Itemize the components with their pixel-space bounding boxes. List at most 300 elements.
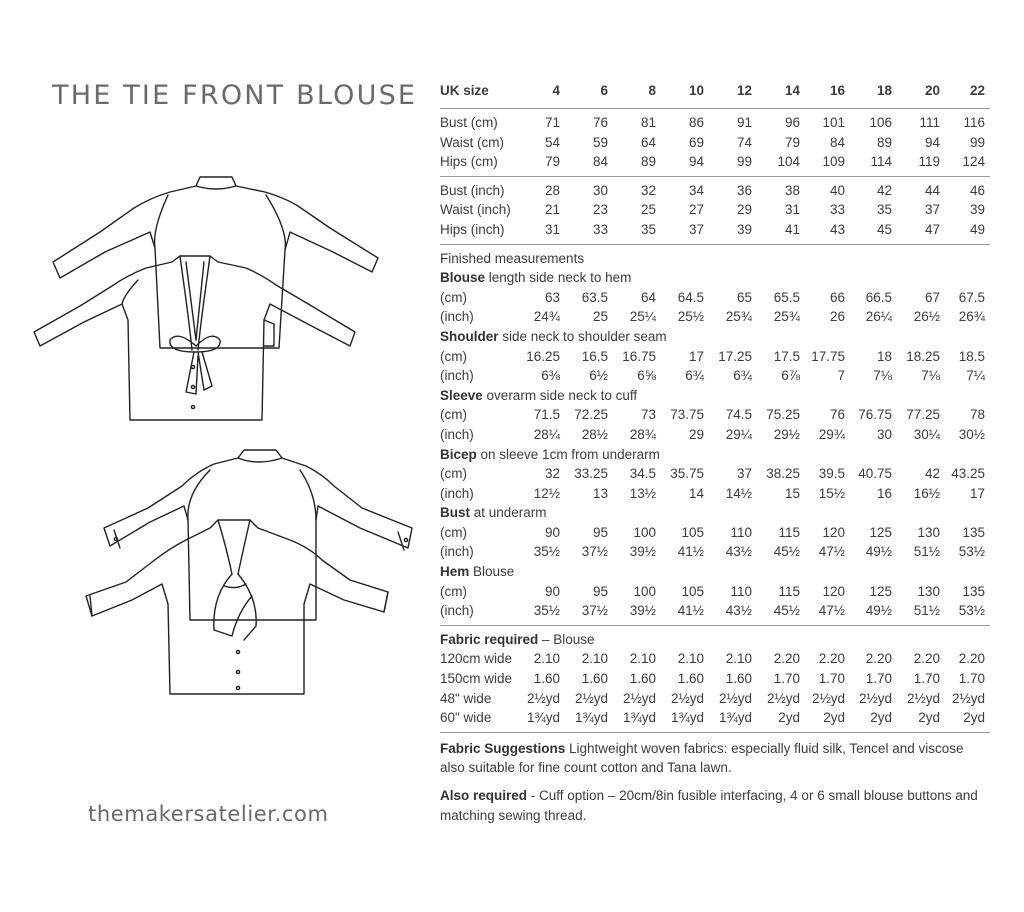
cell-value: 2½yd [622,690,656,706]
body-cm-row [440,113,990,133]
cell-value: 86 [688,115,704,130]
section-subtitle: on sleeve 1cm from underarm [476,446,660,462]
cell-value: 66.5 [865,289,892,305]
cell-value: 100 [633,524,656,540]
cell-value: 94 [688,154,704,170]
cell-value: 13½ [629,485,656,501]
row-label: 48" wide [440,690,492,706]
row-label: (cm) [440,524,467,540]
fabric-row [440,689,990,709]
measurement-group-title [440,503,990,523]
cell-value: 2½yd [951,690,985,706]
cell-value: 39 [736,221,752,237]
row-label: Bust (cm) [440,115,498,130]
cell-value: 25½ [677,309,704,325]
cell-value: 2.20 [773,651,800,667]
website-url: themakersatelier.com [88,802,329,826]
cell-value: 26¼ [865,309,892,325]
measurement-row [440,405,990,425]
cell-value: 90 [544,524,560,540]
cell-value: 84 [592,154,608,170]
cell-value: 7⅛ [873,368,892,384]
cell-value: 25 [592,309,608,325]
row-label: 60" wide [440,710,492,726]
cell-value: 14 [784,83,800,98]
measurement-row [440,523,990,543]
cell-value: 71 [544,115,560,130]
cell-value: 44 [924,182,940,198]
cell-value: 7 [837,368,845,384]
cell-value: 116 [963,115,985,130]
cell-value: 45½ [773,544,800,560]
cell-value: 99 [969,134,985,150]
cell-value: 1¾yd [574,710,608,726]
section-subtitle: at underarm [470,505,547,521]
cell-value: 32 [640,182,656,198]
cell-value: 43 [829,221,845,237]
cell-value: 41 [784,221,800,237]
cell-value: 47½ [818,544,845,560]
fabric-row [440,649,990,669]
cell-value: 38 [784,182,800,198]
cell-value: 35.75 [670,466,704,482]
row-label: (inch) [440,368,474,384]
cell-value: 35½ [533,603,560,619]
cell-value: 49½ [865,544,892,560]
cell-value: 6¾ [733,368,752,384]
cell-value: 30½ [958,426,985,442]
row-label: (inch) [440,544,474,560]
measurement-row [440,542,990,562]
cell-value: 34.5 [629,466,656,482]
fabric-row [440,708,990,728]
cell-value: 37½ [581,544,608,560]
fabric-suggestions-title: Fabric Suggestions [440,740,566,756]
finished-measurements-title [440,249,990,269]
section-subtitle: Blouse [469,564,515,580]
cell-value: 28¾ [629,426,656,442]
cell-value: 96 [784,115,800,130]
cell-value: 6⅞ [781,368,800,384]
cell-value: 78 [969,407,985,423]
cell-value: 29¼ [725,426,752,442]
cell-value: 130 [917,583,940,599]
body-cm-row [440,152,990,172]
blouse-front-view-1 [34,256,355,420]
cell-value: 35½ [533,544,560,560]
cell-value: 65 [736,289,752,305]
cell-value: 2.10 [533,651,560,667]
cell-value: 42 [876,182,892,198]
cell-value: 89 [876,134,892,150]
cell-value: 2½yd [670,690,704,706]
cell-value: 49 [969,221,985,237]
measurement-row [440,484,990,504]
cell-value: 64 [640,134,656,150]
cell-value: 21 [544,202,560,218]
cell-value: 40.75 [858,466,892,482]
cell-value: 2yd [963,710,985,726]
section-title: Shoulder [440,328,499,344]
divider [440,244,990,245]
cell-value: 130 [917,524,940,540]
row-label: (inch) [440,426,474,442]
section-title: Blouse [440,270,486,286]
cell-value: 2yd [918,710,940,726]
cell-value: 94 [924,134,940,150]
measurement-row [440,347,990,367]
cell-value: 7⅛ [921,368,940,384]
cell-value: 109 [822,154,845,170]
cell-value: 47 [924,221,940,237]
cell-value: 16 [829,83,845,98]
cell-value: 33 [829,202,845,218]
measurement-group-title [440,562,990,582]
cell-value: 26 [829,309,845,325]
cell-value: 2½yd [526,690,560,706]
cell-value: 17 [688,348,704,364]
cell-value: 17.25 [718,348,752,364]
cell-value: 38.25 [766,466,800,482]
cell-value: 53½ [958,603,985,619]
cell-value: 16½ [913,485,940,501]
section-title: Sleeve [440,387,483,403]
cell-value: 64 [640,289,656,305]
cell-value: 2½yd [811,690,845,706]
cell-value: 67 [924,289,940,305]
cell-value: 34 [688,182,704,198]
body-inch-row [440,220,990,240]
cell-value: 64.5 [677,289,704,305]
cell-value: 12 [736,83,752,98]
cell-value: 65.5 [773,289,800,305]
row-label: (cm) [440,407,467,423]
cell-value: 73.75 [670,407,704,423]
row-label: 150cm wide [440,671,513,687]
cell-value: 1.70 [913,671,940,687]
cell-value: 54 [544,134,560,150]
cell-value: 76 [592,115,608,130]
cell-value: 125 [869,524,892,540]
divider [440,108,990,109]
cell-value: 73 [640,407,656,423]
cell-value: 37 [924,202,940,218]
cell-value: 43.25 [951,466,985,482]
row-label: (cm) [440,466,467,482]
cell-value: 39.5 [818,466,845,482]
cell-value: 2½yd [858,690,892,706]
cell-value: 18 [876,83,892,98]
divider [440,732,990,733]
cell-value: 17 [969,485,985,501]
cell-value: 79 [544,154,560,170]
cell-value: 25¼ [629,309,656,325]
body-inch-row [440,200,990,220]
cell-value: 35 [640,221,656,237]
cell-value: 39½ [629,603,656,619]
fabric-suggestions [440,739,990,778]
row-label: (inch) [440,485,474,501]
measurement-group-title [440,445,990,465]
finished-title-text: Finished measurements [440,250,585,266]
cell-value: 1.60 [677,671,704,687]
cell-value: 47½ [818,603,845,619]
cell-value: 6⅜ [541,368,560,384]
cell-value: 13 [592,485,608,501]
row-label: UK size [440,83,489,98]
cell-value: 18.25 [906,348,940,364]
measurement-group-title [440,268,990,288]
cell-value: 110 [730,583,752,599]
cell-value: 1.60 [629,671,656,687]
section-subtitle: overarm side neck to cuff [482,387,638,403]
row-label: (cm) [440,583,467,599]
cell-value: 77.25 [906,407,940,423]
measurement-row [440,425,990,445]
cell-value: 74.5 [725,407,752,423]
cell-value: 16.25 [526,348,560,364]
cell-value: 81 [640,115,656,130]
cell-value: 2yd [823,710,845,726]
cell-value: 2.10 [725,651,752,667]
section-title: Hem [440,564,470,580]
size-chart [440,82,990,825]
cell-value: 2yd [778,710,800,726]
cell-value: 12½ [533,485,560,501]
cell-value: 106 [869,115,892,130]
measurement-row [440,366,990,386]
cell-value: 120 [822,524,845,540]
cell-value: 37½ [581,603,608,619]
measurement-group-title [440,386,990,406]
cell-value: 20 [924,83,940,98]
cell-value: 25¾ [773,309,800,325]
cell-value: 7¼ [966,368,985,384]
cell-value: 28½ [581,426,608,442]
row-label: Hips (cm) [440,154,498,170]
cell-value: 100 [633,583,656,599]
cell-value: 2.20 [958,651,985,667]
cell-value: 25¾ [725,309,752,325]
cell-value: 90 [544,583,560,599]
cell-value: 41½ [677,603,704,619]
cell-value: 51½ [913,544,940,560]
cell-value: 26¾ [958,309,985,325]
cell-value: 29 [736,202,752,218]
section-subtitle: – Blouse [538,631,595,647]
cell-value: 33 [592,221,608,237]
cell-value: 6⅝ [637,368,656,384]
cell-value: 2.10 [629,651,656,667]
cell-value: 18.5 [958,348,985,364]
cell-value: 2.10 [581,651,608,667]
measurement-group-title [440,327,990,347]
cell-value: 23 [592,202,608,218]
cell-value: 24¾ [533,309,560,325]
cell-value: 35 [876,202,892,218]
row-label: Bust (inch) [440,182,505,198]
cell-value: 63 [544,289,560,305]
cell-value: 6¾ [685,368,704,384]
blouse-illustrations [0,0,420,800]
blouse-back-view-1 [53,177,378,348]
cell-value: 32 [544,466,560,482]
section-subtitle: side neck to shoulder seam [498,328,667,344]
cell-value: 37 [736,466,752,482]
cell-value: 125 [869,583,892,599]
also-required-title: Also required [440,788,528,803]
cell-value: 31 [784,202,800,218]
fabric-suggestions-text: Lightweight woven fabrics: especially fluid silk, Tencel and viscose also suitable for fine count cotton and Tana lawn. [440,740,964,776]
cell-value: 10 [688,83,704,98]
also-required [440,786,990,825]
cell-value: 26½ [913,309,940,325]
cell-value: 15 [784,485,800,501]
cell-value: 2yd [870,710,892,726]
cell-value: 114 [870,154,892,170]
cell-value: 53½ [958,544,985,560]
cell-value: 2.20 [865,651,892,667]
also-required-text: - Cuff option – 20cm/8in fusible interfacing, 4 or 6 small blouse buttons and matching sewing thread. [440,788,978,823]
cell-value: 135 [962,583,985,599]
cell-value: 29¾ [818,426,845,442]
cell-value: 1.70 [818,671,845,687]
cell-value: 41½ [677,544,704,560]
cell-value: 16.75 [622,348,656,364]
cell-value: 95 [592,583,608,599]
measurement-row [440,464,990,484]
cell-value: 1.60 [581,671,608,687]
cell-value: 1.70 [865,671,892,687]
cell-value: 105 [681,583,704,599]
cell-value: 51½ [913,603,940,619]
row-label: (cm) [440,348,467,364]
body-inch-row [440,181,990,201]
cell-value: 120 [822,583,845,599]
cell-value: 2½yd [906,690,940,706]
cell-value: 45½ [773,603,800,619]
section-subtitle: length side neck to hem [485,270,632,286]
cell-value: 40 [829,182,845,198]
cell-value: 66 [829,289,845,305]
row-label: Waist (inch) [440,202,511,218]
cell-value: 33.25 [574,466,608,482]
cell-value: 72.25 [574,407,608,423]
cell-value: 74 [736,134,752,150]
section-title: Bicep [440,446,477,462]
cell-value: 17.75 [811,348,845,364]
cell-value: 6 [600,83,608,98]
cell-value: 14½ [725,485,752,501]
divider [440,176,990,177]
cell-value: 89 [640,154,656,170]
cell-value: 18 [876,348,892,364]
cell-value: 84 [829,134,845,150]
cell-value: 28 [544,182,560,198]
cell-value: 39 [969,202,985,218]
cell-value: 43½ [725,603,752,619]
cell-value: 2.20 [818,651,845,667]
cell-value: 39½ [629,544,656,560]
body-cm-row [440,133,990,153]
cell-value: 1.70 [958,671,985,687]
cell-value: 29 [688,426,704,442]
section-title: Bust [440,505,470,521]
cell-value: 95 [592,524,608,540]
page-title: THE TIE FRONT BLOUSE [52,80,418,111]
cell-value: 67.5 [958,289,985,305]
cell-value: 4 [552,83,560,98]
cell-value: 30¼ [913,426,940,442]
cell-value: 76 [829,407,845,423]
row-label: (inch) [440,309,474,325]
cell-value: 16 [876,485,892,501]
cell-value: 119 [918,154,940,170]
cell-value: 2½yd [718,690,752,706]
cell-value: 1.70 [773,671,800,687]
blouse-front-view-2 [86,520,388,694]
cell-value: 45 [876,221,892,237]
cell-value: 115 [778,583,800,599]
cell-value: 69 [688,134,704,150]
cell-value: 49½ [865,603,892,619]
cell-value: 30 [876,426,892,442]
cell-value: 1.60 [533,671,560,687]
cell-value: 22 [969,83,985,98]
cell-value: 16.5 [581,348,608,364]
cell-value: 36 [736,182,752,198]
row-label: Waist (cm) [440,134,504,150]
cell-value: 1.60 [725,671,752,687]
cell-value: 111 [919,115,940,130]
cell-value: 1¾yd [718,710,752,726]
cell-value: 115 [778,524,800,540]
section-title: Fabric required [440,631,539,647]
cell-value: 37 [688,221,704,237]
cell-value: 1¾yd [670,710,704,726]
cell-value: 59 [592,134,608,150]
cell-value: 2½yd [574,690,608,706]
cell-value: 25 [640,202,656,218]
cell-value: 105 [681,524,704,540]
cell-value: 14 [688,485,704,501]
blouse-back-view-2 [104,450,412,620]
divider [440,625,990,626]
fabric-required-title [440,630,990,650]
cell-value: 28¼ [533,426,560,442]
cell-value: 6½ [589,368,608,384]
cell-value: 15½ [818,485,845,501]
cell-value: 71.5 [533,407,560,423]
cell-value: 79 [784,134,800,150]
cell-value: 2.10 [677,651,704,667]
measurement-row [440,288,990,308]
cell-value: 2.20 [913,651,940,667]
cell-value: 76.75 [858,407,892,423]
cell-value: 43½ [725,544,752,560]
cell-value: 1¾yd [526,710,560,726]
cell-value: 8 [648,83,656,98]
cell-value: 99 [736,154,752,170]
cell-value: 29½ [773,426,800,442]
cell-value: 75.25 [766,407,800,423]
cell-value: 63.5 [581,289,608,305]
cell-value: 1¾yd [622,710,656,726]
measurement-row [440,582,990,602]
cell-value: 46 [969,182,985,198]
row-label: (inch) [440,603,474,619]
cell-value: 31 [544,221,560,237]
